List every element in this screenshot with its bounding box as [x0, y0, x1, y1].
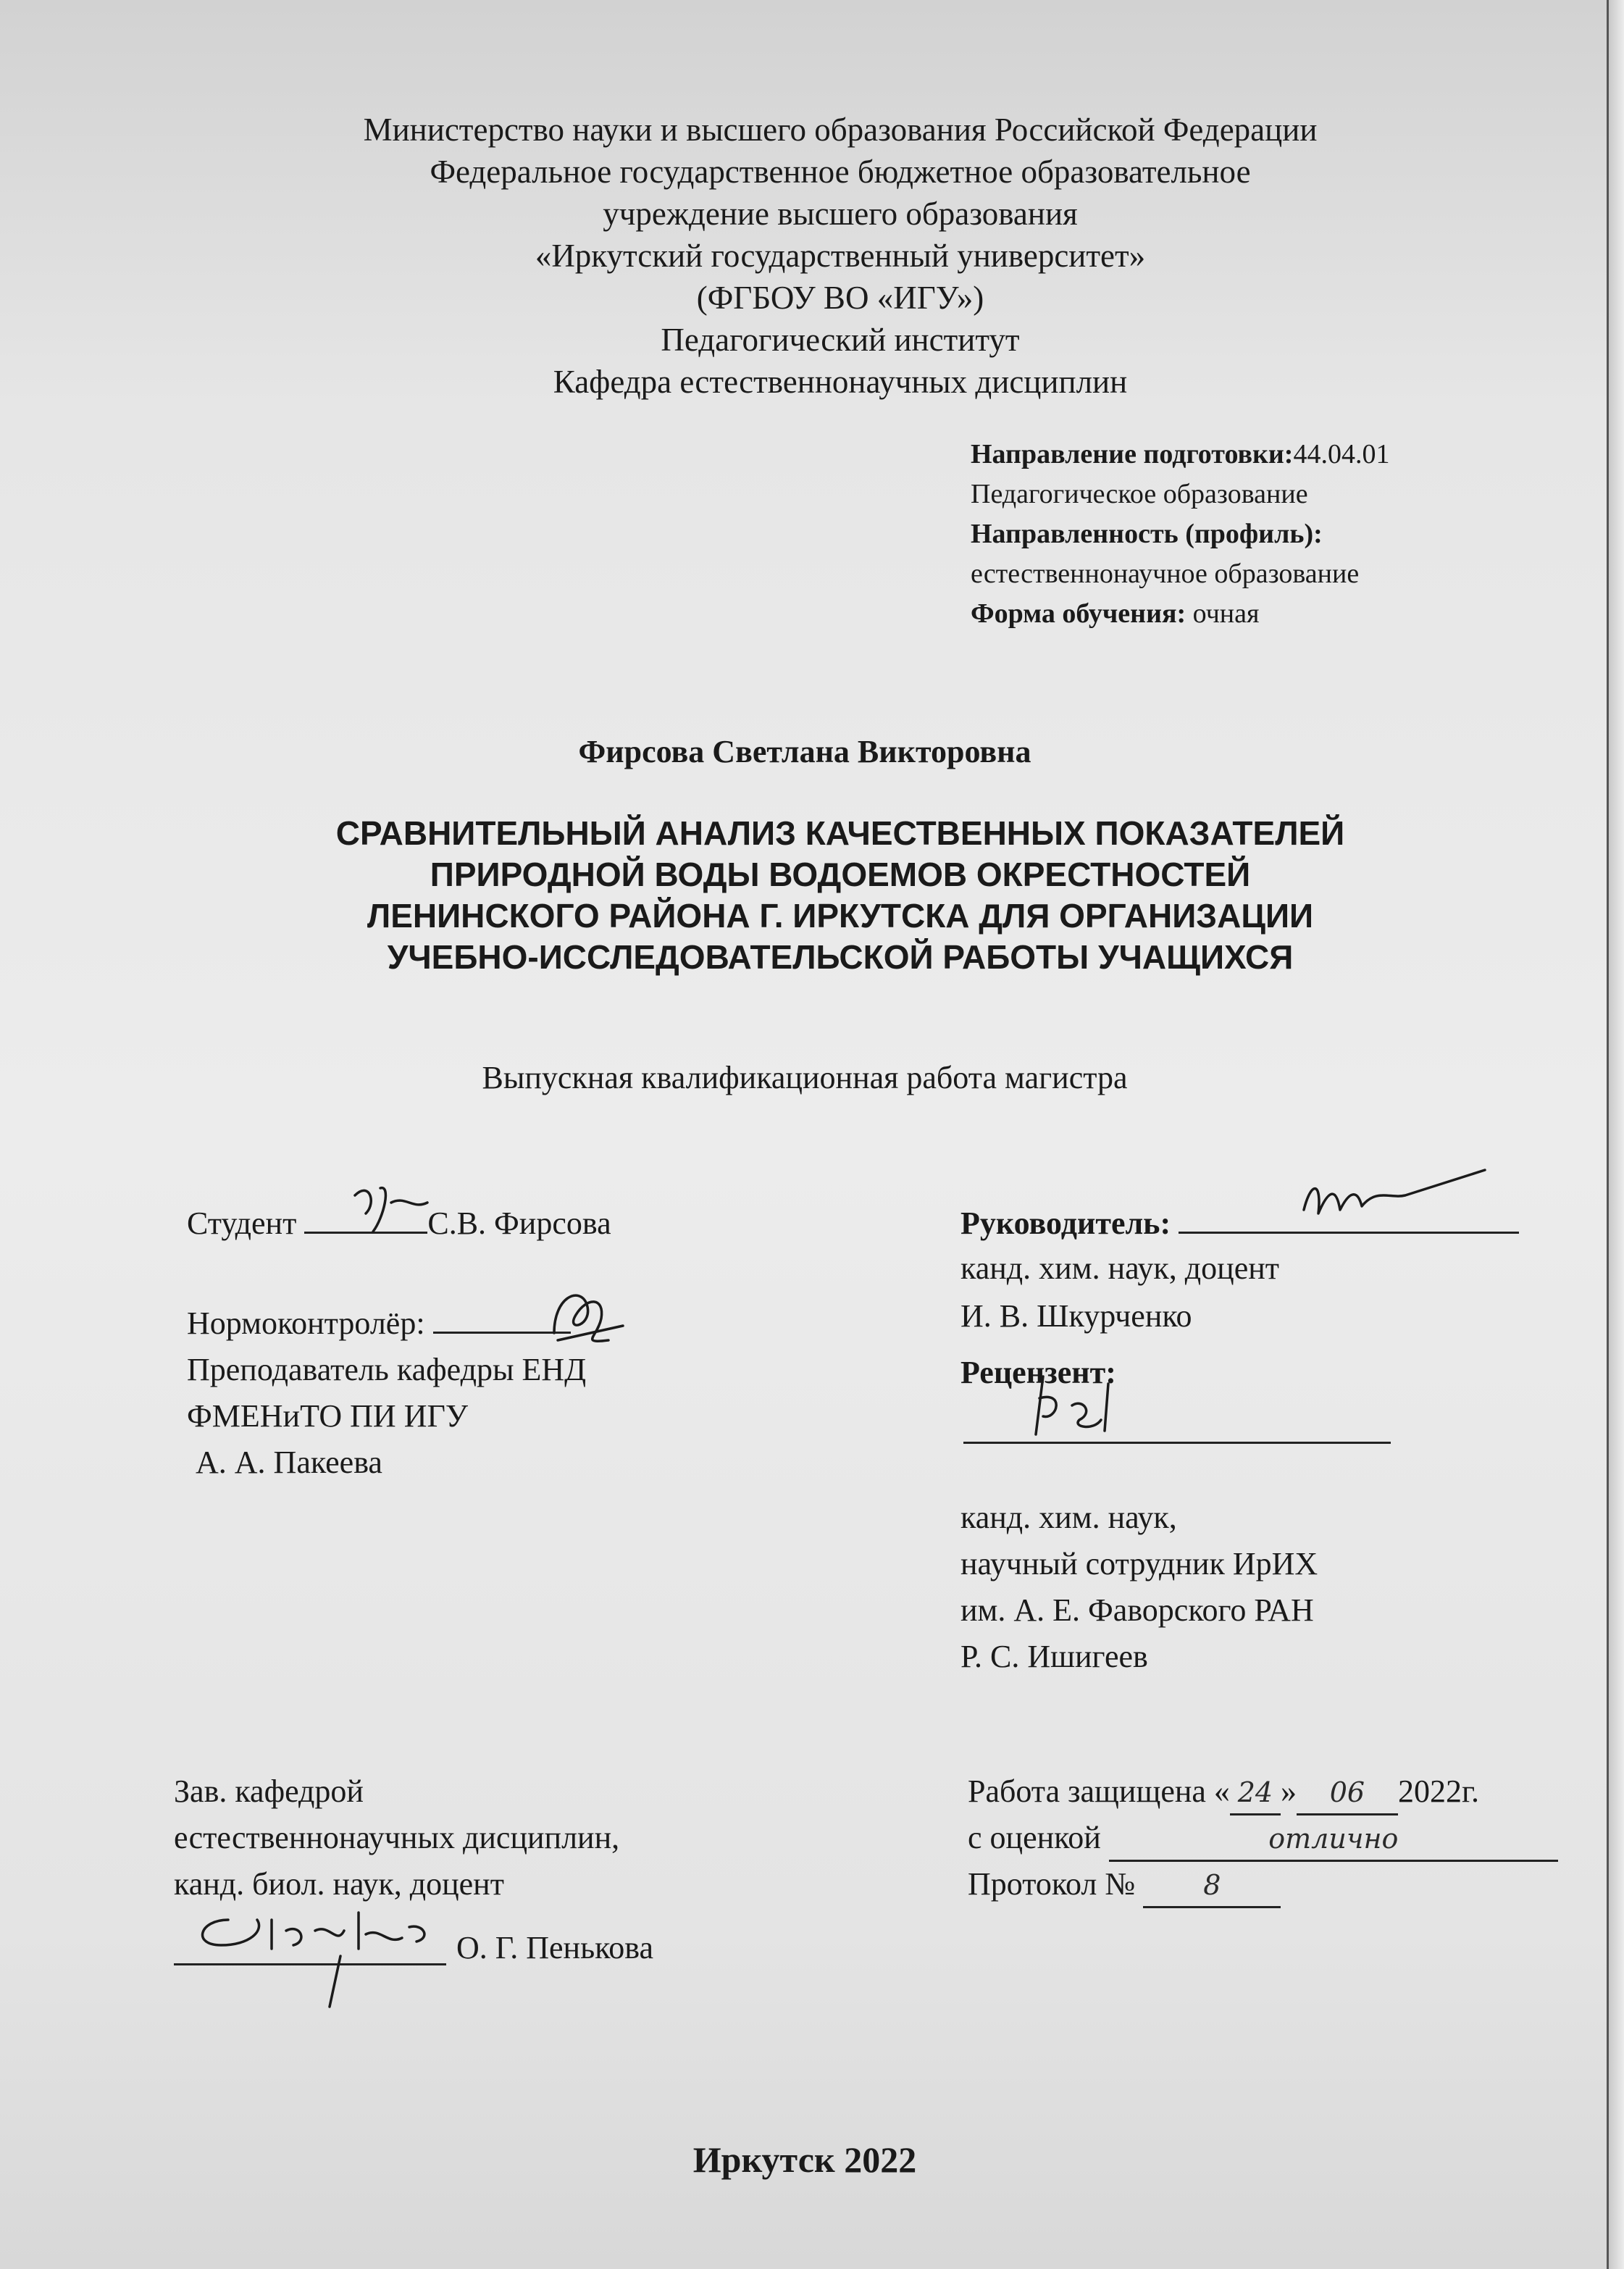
header-university-abbr: (ФГБОУ ВО «ИГУ»)	[696, 280, 984, 316]
grade-value: отлично	[1268, 1823, 1399, 1855]
defense-day: 24	[1230, 1771, 1281, 1815]
protocol-label: Протокол №	[968, 1866, 1136, 1902]
head-degree: канд. биол. наук, доцент	[174, 1866, 504, 1902]
head-name: О. Г. Пенькова	[456, 1930, 654, 1965]
normocontrol-position: Преподаватель кафедры ЕНД	[187, 1352, 587, 1387]
reviewer-signature	[1014, 1362, 1144, 1449]
normocontrol-line	[187, 1303, 571, 1345]
defense-year: 2022г.	[1397, 1773, 1480, 1809]
thesis-title-line: СРАВНИТЕЛЬНЫЙ АНАЛИЗ КАЧЕСТВЕННЫХ ПОКАЗАТЕЛЕЙ	[335, 814, 1345, 852]
reviewer-name: Р. С. Ишигеев	[960, 1639, 1148, 1674]
thesis-title-line: ПРИРОДНОЙ ВОДЫ ВОДОЕМОВ ОКРЕСТНОСТЕЙ	[430, 856, 1251, 893]
supervisor-name: И. В. Шкурченко	[960, 1298, 1192, 1334]
normocontrol-label: Нормоконтролёр:	[187, 1305, 425, 1341]
header-institution-type: Федеральное государственное бюджетное образовательное	[430, 154, 1251, 190]
defense-quote-close: »	[1280, 1773, 1297, 1809]
defense-label: Работа защищена «	[968, 1773, 1230, 1809]
supervisor-degree: канд. хим. наук, доцент	[960, 1250, 1280, 1286]
city-year: Иркутск 2022	[692, 2139, 917, 2180]
normocontrol-position-2: ФМЕНиТО ПИ ИГУ	[187, 1398, 469, 1434]
direction-code: 44.04.01	[1293, 439, 1390, 469]
student-name: С.В. Фирсова	[427, 1205, 611, 1241]
form-label: Форма обучения:	[971, 598, 1186, 629]
thesis-title-line: УЧЕБНО-ИССЛЕДОВАТЕЛЬСКОЙ РАБОТЫ УЧАЩИХСЯ	[387, 938, 1294, 976]
header-department: Кафедра естественнонаучных дисциплин	[553, 364, 1128, 400]
supervisor-label: Руководитель:	[960, 1205, 1171, 1241]
author-name: Фирсова Светлана Викторовна	[578, 734, 1031, 769]
head-department: естественнонаучных дисциплин,	[174, 1820, 620, 1855]
header-institution-type-2: учреждение высшего образования	[603, 196, 1078, 232]
protocol-field	[1143, 1863, 1281, 1908]
reviewer-institution: им. А. Е. Фаворского РАН	[960, 1592, 1314, 1628]
grade-field	[1109, 1817, 1558, 1862]
head-signature	[185, 1891, 460, 2014]
page-edge	[1607, 0, 1624, 2269]
student-signature	[340, 1174, 442, 1239]
grade-line	[968, 1817, 1558, 1862]
program-info	[971, 435, 1389, 634]
normocontrol-name: А. А. Пакеева	[196, 1445, 382, 1480]
direction-name: Педагогическое образование	[971, 479, 1308, 509]
protocol-line	[968, 1863, 1281, 1908]
head-title: Зав. кафедрой	[174, 1773, 364, 1809]
university-header	[116, 109, 1565, 403]
header-university-name: «Иркутский государственный университет»	[535, 238, 1146, 274]
direction-label: Направление подготовки:	[971, 439, 1294, 469]
form-value: очная	[1186, 598, 1260, 629]
defense-line	[968, 1771, 1479, 1815]
reviewer-degree: канд. хим. наук,	[960, 1500, 1177, 1535]
reviewer-position: научный сотрудник ИрИХ	[960, 1546, 1318, 1581]
profile-label: Направленность (профиль):	[971, 519, 1323, 549]
thesis-title-line: ЛЕНИНСКОГО РАЙОНА Г. ИРКУТСКА ДЛЯ ОРГАНИЗАЦИИ	[367, 897, 1314, 935]
grade-label: с оценкой	[968, 1820, 1101, 1855]
student-label: Студент	[187, 1205, 297, 1241]
work-type: Выпускная квалификационная работа магистра	[482, 1060, 1128, 1095]
profile-value: естественнонаучное образование	[971, 559, 1360, 589]
header-institute: Педагогический институт	[661, 322, 1020, 358]
defense-month: 06	[1297, 1771, 1398, 1815]
thesis-title	[116, 813, 1565, 978]
supervisor-signature	[1289, 1159, 1507, 1232]
protocol-number: 8	[1203, 1869, 1221, 1901]
header-ministry: Министерство науки и высшего образования Российской Федерации	[363, 112, 1318, 148]
reviewer-label: Рецензент:	[960, 1355, 1116, 1390]
normocontrol-signature	[536, 1275, 637, 1355]
